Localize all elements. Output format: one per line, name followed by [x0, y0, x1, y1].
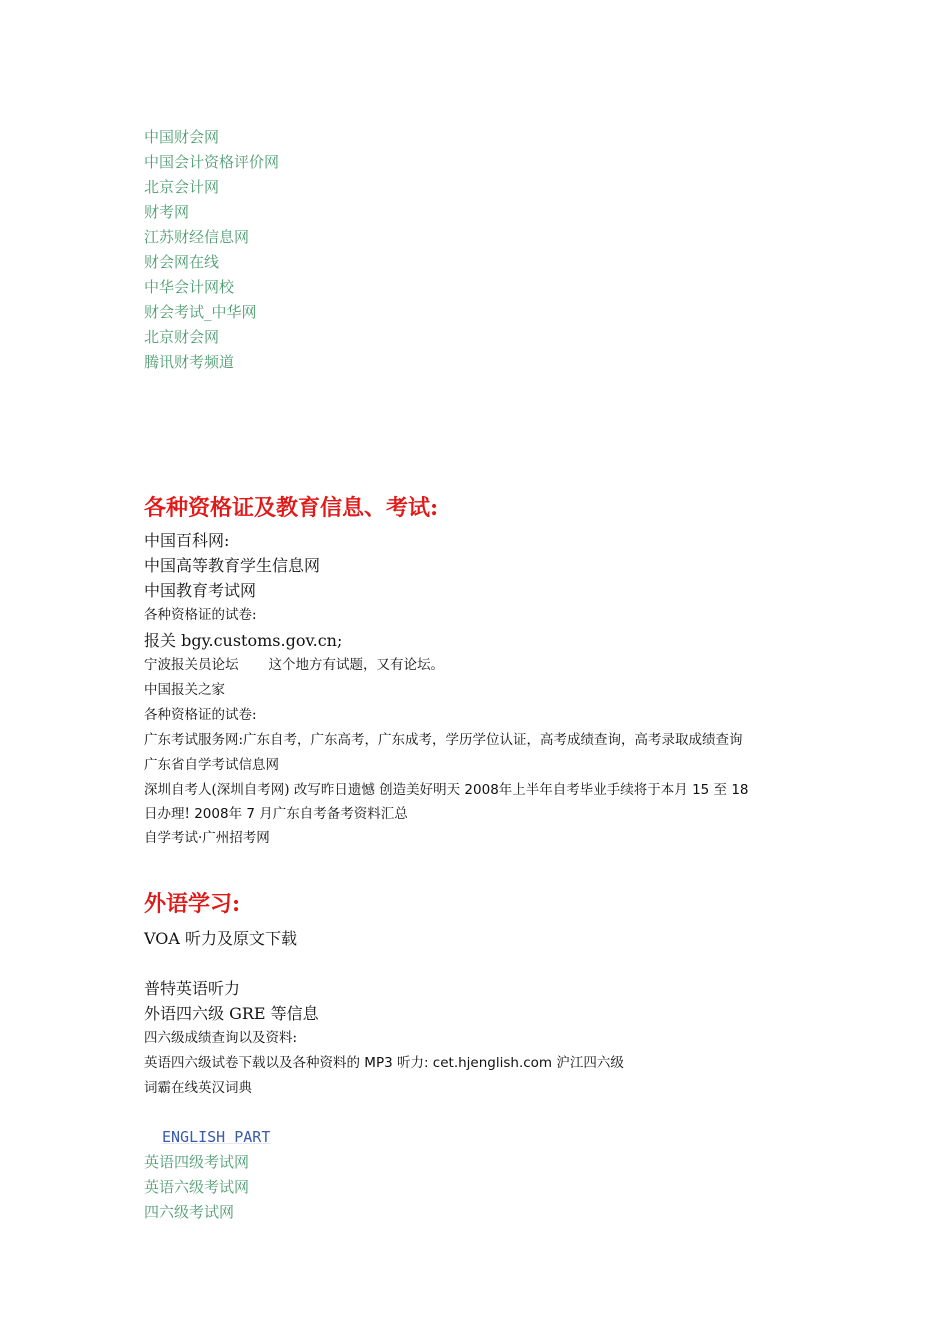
- line-baike[interactable]: 中国百科网:: [144, 531, 230, 550]
- line-customs: [144, 628, 824, 653]
- cet-text: 沪江四六级: [552, 1055, 624, 1071]
- link-text[interactable]: 财考网: [144, 203, 190, 221]
- section-heading: 各种资格证及教育信息、考试:: [144, 495, 439, 521]
- link-text[interactable]: 英语六级考试网: [144, 1178, 250, 1196]
- link-cet4[interactable]: [144, 1150, 824, 1175]
- sz-text: 年上半年自考毕业手续将于本月: [498, 782, 688, 798]
- line-chsi[interactable]: 中国高等教育学生信息网: [144, 556, 321, 575]
- link-chinaacc-net[interactable]: [144, 125, 824, 150]
- sz-text: 月广东自考备考资料汇总: [259, 806, 408, 822]
- sz-number: 18: [727, 782, 749, 798]
- link-cet46[interactable]: [144, 1200, 824, 1225]
- line-voa[interactable]: VOA 听力及原文下载: [144, 929, 298, 948]
- sz-text: 年: [228, 806, 243, 822]
- sz-text: 至: [713, 782, 728, 798]
- sz-text: 日办理!: [144, 806, 195, 822]
- english-part: [144, 1125, 824, 1225]
- line-shenzhen[interactable]: [144, 778, 814, 826]
- english-part-title[interactable]: ENGLISH PART: [162, 1128, 271, 1146]
- line-cet-scores: 四六级成绩查询以及资料:: [144, 1030, 298, 1046]
- link-text[interactable]: 腾讯财考频道: [144, 353, 235, 371]
- link-beijing-ch[interactable]: [144, 325, 824, 350]
- link-caikao[interactable]: [144, 200, 824, 225]
- sz-year: 2008: [464, 782, 499, 798]
- line-ningbo: [144, 653, 824, 678]
- sz-year: 2008: [194, 806, 229, 822]
- customs-url[interactable]: bgy.customs.gov.cn;: [181, 631, 343, 650]
- link-text[interactable]: 北京会计网: [144, 178, 220, 196]
- line-gd-service[interactable]: 广东考试服务网:广东自考，广东高考，广东成考，学历学位认证，高考成绩查询，高考录取成绩查询: [144, 732, 743, 748]
- spacer: [144, 375, 824, 492]
- line-putey[interactable]: 普特英语听力: [144, 979, 241, 998]
- ningbo-forum-link[interactable]: 宁波报关员论坛: [144, 657, 239, 673]
- link-cet6[interactable]: [144, 1175, 824, 1200]
- cet-text: 英语四六级试卷下载以及各种资料的: [144, 1055, 365, 1071]
- link-caihui-online[interactable]: [144, 250, 824, 275]
- link-beijing-kj[interactable]: [144, 175, 824, 200]
- section-heading: 外语学习:: [144, 891, 241, 917]
- language-section: [144, 888, 824, 1101]
- link-text[interactable]: 江苏财经信息网: [144, 228, 250, 246]
- link-text[interactable]: 英语四级考试网: [144, 1153, 250, 1171]
- link-text[interactable]: 北京财会网: [144, 328, 220, 346]
- line-neea[interactable]: 中国教育考试网: [144, 581, 257, 600]
- sz-number: 7: [242, 806, 260, 822]
- finance-links: [144, 125, 824, 375]
- spacer: [144, 1101, 824, 1125]
- link-text[interactable]: 财会网在线: [144, 253, 220, 271]
- link-tencent-ck[interactable]: [144, 350, 824, 375]
- link-text[interactable]: 中华会计网校: [144, 278, 235, 296]
- line-guangzhou[interactable]: 自学考试·广州招考网: [144, 830, 270, 846]
- line-gd-self[interactable]: 广东省自学考试信息网: [144, 757, 279, 773]
- ningbo-note: 这个地方有试题，又有论坛。: [268, 657, 444, 673]
- spacer: [144, 851, 824, 888]
- customs-label: 报关: [144, 631, 182, 650]
- line-cet-download[interactable]: [144, 1051, 824, 1076]
- sz-number: 15: [687, 782, 714, 798]
- document-body: [144, 125, 824, 1225]
- link-text[interactable]: 四六级考试网: [144, 1203, 235, 1221]
- line-papers: 各种资格证的试卷:: [144, 607, 257, 623]
- cert-section: [144, 492, 824, 851]
- sz-text: 深圳自考人(深圳自考网) 改写昨日遗憾 创造美好明天: [144, 782, 465, 798]
- link-jiangsu-cj[interactable]: [144, 225, 824, 250]
- link-text[interactable]: 中国会计资格评价网: [144, 153, 280, 171]
- cet-url[interactable]: MP3 听力: cet.hjenglish.com: [364, 1055, 553, 1071]
- line-gre[interactable]: 外语四六级 GRE 等信息: [144, 1004, 319, 1023]
- line-customs-home[interactable]: 中国报关之家: [144, 682, 225, 698]
- line-papers-2: 各种资格证的试卷:: [144, 707, 257, 723]
- link-zhonghua-kj[interactable]: [144, 275, 824, 300]
- link-caihui-exam[interactable]: [144, 300, 824, 325]
- link-text[interactable]: 中国财会网: [144, 128, 220, 146]
- link-kjzg[interactable]: [144, 150, 824, 175]
- link-text[interactable]: 财会考试_中华网: [144, 303, 257, 321]
- line-iciba[interactable]: 词霸在线英汉词典: [144, 1080, 252, 1096]
